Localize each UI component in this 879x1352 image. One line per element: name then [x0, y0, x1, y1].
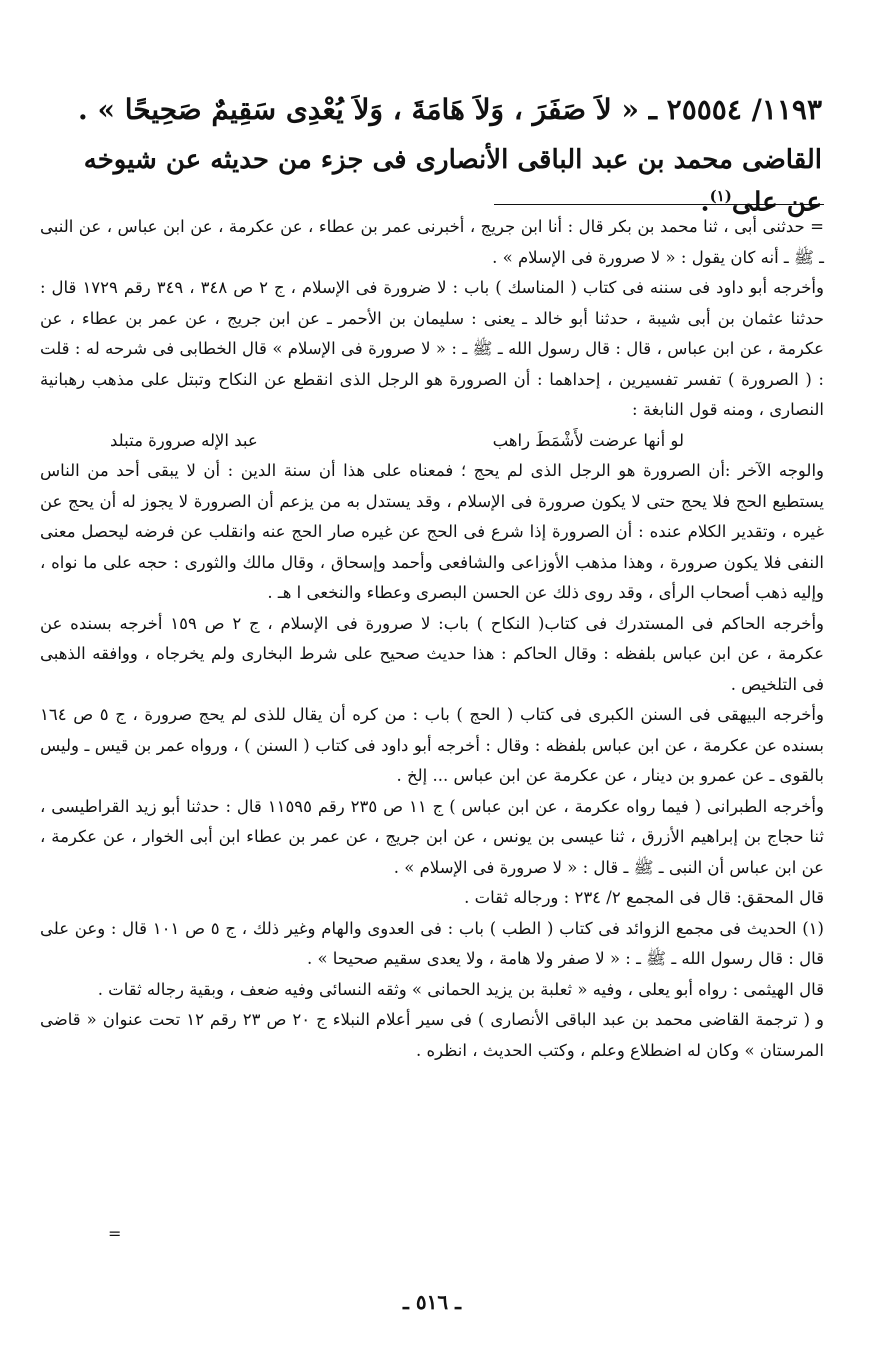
separator-line [494, 204, 824, 205]
commentary-paragraph: = حدثنى أبى ، ثنا محمد بن بكر قال : أنا ابن جريج ، أخبرنى عمر بن عطاء ، عن عكرمة ، عن ابن عباس ، عن النبى ـ ﷺ ـ أنه كان يقول : « لا صرورة فى الإسلام » . [40, 217, 824, 267]
footnote: (١) الحديث فى مجمع الزوائد فى كتاب ( الطب ) باب : فى العدوى والهام وغير ذلك ، ج ٥ ص ١٠١ قال : وعن على قال : قال رسول الله ـ ﷺ ـ : « لا صفر ولا هامة ، ولا يعدى سقيم صحيحا » . [40, 918, 824, 968]
footnote: و ( ترجمة القاضى محمد بن عبد الباقى الأنصارى ) فى سير أعلام النبلاء ج ٢٠ ص ٢٣ رقم ١٢ تحت عنوان « قاضى المرستان » وكان له اضطلاع وعلم ، وكتب الحديث ، انظره . [40, 1010, 824, 1060]
commentary-paragraph: وأخرجه البيهقى فى السنن الكبرى فى كتاب ( الحج ) باب : من كره أن يقال للذى لم يحج صرورة ، ج ٥ ص ١٦٤ بسنده عن عكرمة ، عن ابن عباس بلفظه : وقال : أخرجه أبو داود فى كتاب ( السنن ) ، ورواه عمر بن قيس ـ وليس بالقوى ـ عن عمرو بن دينار ، عن عكرمة عن ابن عباس ... إلخ . [40, 705, 824, 785]
commentary-block [40, 212, 824, 1066]
footnote: قال الهيثمى : رواه أبو يعلى ، وفيه « ثعلبة بن يزيد الحمانى » وثقه النسائى وفيه ضعف ، وبقية رجاله ثقات . [97, 979, 824, 999]
verse-first-hemistich: لو أنها عرضت لأَشْمَطَ راهب [492, 430, 684, 450]
commentary-paragraph: وأخرجه الحاكم فى المستدرك فى كتاب( النكاح ) باب: لا صرورة فى الإسلام ، ج ٢ ص ١٥٩ أخرجه بسنده عن عكرمة ، عن ابن عباس بلفظه : وقال الحاكم : هذا حديث صحيح على شرط البخارى ولم يخرجاه ، ووافقه الذهبى فى التلخيص . [40, 613, 824, 694]
commentary-paragraph: والوجه الآخر :أن الصرورة هو الرجل الذى لم يحج ؛ فمعناه على هذا أن سنة الدين : أن لا يبقى أحد من الناس يستطيع الحج فلا يحج حتى لا يكون صرورة فى الإسلام ، وقد يستدل به من يزعم أن الصرورة لا يجوز له أن يحج عن غيره ، وتقدير الكلام عنده : أن الصرورة إذا شرع فى الحج عن غيره صار الحج عنه وانقلب عن فرضه ليحصل معنى النفى فلا يكون صرورة ، وهذا مذهب الأوزاعى والشافعى وأحمد وإسحاق ، وقال مالك والثورى : حجه على ما نواه ، وإليه ذهب أصحاب الرأى ، وقد روى ذلك عن الحسن البصرى وعطاء والنخعى ا هـ . [40, 461, 824, 602]
commentary-paragraph: وأخرجه الطبرانى ( فيما رواه عكرمة ، عن ابن عباس ) ج ١١ ص ٢٣٥ رقم ١١٥٩٥ قال : حدثنا أبو زيد القراطيسى ، ثنا حجاج بن إبراهيم الأزرق ، ثنا عيسى بن يونس ، عن ابن جريج ، عن عمر بن عطاء ابن أبى الخوار ، عن عكرمة ، عن ابن عباس أن النبى ـ ﷺ ـ قال : « لا صرورة فى الإسلام » . [40, 796, 824, 877]
hadith-source [40, 142, 822, 221]
footnotes [40, 914, 824, 1067]
commentary-paragraph: وأخرجه أبو داود فى سننه فى كتاب ( المناسك ) باب : لا ضرورة فى الإسلام ، ج ٢ ص ٣٤٨ ، ٣٤٩ رقم ١٧٢٩ قال : حدثنا عثمان بن أبى شيبة ، حدثنا أبو خالد ـ يعنى : سليمان بن الأحمر ـ عن ابن جريج ، عن عمر بن عطاء ، عن عكرمة ، عن ابن عباس ، قال : قال رسول الله ـ ﷺ ـ : « لا صرورة فى الإسلام » قال الخطابى فى شرحه له : قلت : ( الصرورة ) تفسر تفسيرين ، إحداهما : أن الصرورة هو الرجل الذى انقطع عن النكاح وتبتل على مذهب رهبانية النصارى ، ومنه قول النابغة : [40, 278, 824, 419]
verse-second-hemistich: عبد الإله صرورة متبلد [110, 430, 258, 450]
footnote-ref: (١) [709, 187, 732, 205]
document-page [40, 0, 824, 1352]
source-text: القاضى محمد بن عبد الباقى الأنصارى فى جزء من حديثه عن شيوخه عن على [83, 145, 822, 218]
commentary-paragraph: قال المحقق: قال فى المجمع ٢/ ٢٣٤ : ورجاله ثقات . [464, 888, 824, 907]
hadith-heading: ١١٩٣/ ٢٥٥٥٤ ـ « لاَ صَفَرَ ، وَلاَ هَامَةَ ، وَلاَ يُعْدِى سَقِيمٌ صَحِيحًا » . [77, 93, 822, 126]
page-number: ـ ٥١٦ ـ [403, 1290, 461, 1314]
continuation-mark: = [108, 1224, 122, 1243]
source-period: . [700, 187, 710, 218]
poetry-verse [40, 426, 824, 457]
